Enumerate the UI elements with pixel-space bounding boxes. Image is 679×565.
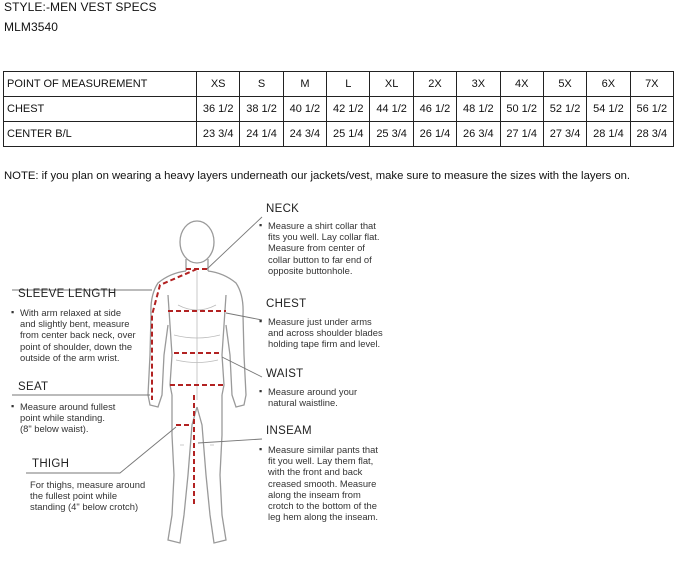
text-line: fit you well. Lay them flat, [268,455,374,467]
chest-callout [226,313,262,320]
text-line: ▪ Measure just under arms [268,316,383,327]
table-cell: 27 3/4 [543,122,586,147]
text-line: ▪ Measure around fullest [20,401,115,412]
text-line: For thighs, measure around [30,479,146,490]
column-header: 5X [543,72,586,97]
text-line: standing (4" below crotch) [30,501,139,513]
table-header-row [4,72,674,97]
table-cell: 24 3/4 [283,122,326,147]
text-line: with the front and back [268,466,363,478]
text-line: from center back neck, over [20,329,136,341]
text-line: the fullest point while [30,490,118,502]
head-outline [180,221,214,263]
table-cell: 26 1/4 [413,122,456,147]
table-cell: 24 1/4 [240,122,283,147]
table-cell: 44 1/2 [370,97,413,122]
text-line: ▪ With arm relaxed at side [20,307,136,318]
text-line: creased smooth. Measure [268,477,377,489]
figure-detail-lines [174,271,220,445]
text-line: outside of the arm wrist. [20,351,120,363]
neck-description [268,220,380,276]
table-cell: 25 1/4 [327,122,370,147]
sleeve-length-title: SLEEVE LENGTH [18,288,117,300]
right-arm-outline [208,271,246,407]
text-line: crotch to the bottom of the [268,500,377,512]
table-cell: 48 1/2 [457,97,500,122]
waist-description [268,386,357,408]
sleeve-length-description [20,307,136,363]
left-leg-outline [168,395,197,543]
sku-code: MLM3540 [4,20,59,34]
column-header: L [327,72,370,97]
table-cell: 28 1/4 [587,122,630,147]
table-cell: 28 3/4 [630,122,673,147]
waist-callout [222,357,262,377]
table-cell: 40 1/2 [283,97,326,122]
neck-callout [207,217,262,269]
table-cell: 54 1/2 [587,97,630,122]
measurement-guide [0,195,679,565]
chest-title: CHEST [266,298,307,310]
text-line: natural waistline. [268,397,338,409]
text-line: (8" below waist). [20,423,89,435]
table-cell: 23 3/4 [197,122,240,147]
style-title: STYLE:-MEN VEST SPECS [4,0,157,14]
text-line: ▪ Measure similar pants that [268,444,378,455]
thigh-title: THIGH [32,458,70,470]
column-header: S [240,72,283,97]
text-line: point of shoulder, down the [20,340,133,352]
thigh-description [30,479,145,513]
text-line: and across shoulder blades [268,327,383,339]
table-cell: 50 1/2 [500,97,543,122]
text-line: fits you well. Lay collar flat. [268,231,380,243]
text-line: collar button to far end of [268,253,372,265]
table-cell: 36 1/2 [197,97,240,122]
text-line: point while standing. [20,412,105,424]
waist-title: WAIST [266,368,304,380]
table-cell: 46 1/2 [413,97,456,122]
size-spec-table [3,71,674,147]
column-header: 2X [413,72,456,97]
table-cell: 25 3/4 [370,122,413,147]
column-header: M [283,72,326,97]
inseam-callout [198,439,262,443]
chest-description [268,316,383,350]
column-header: XS [197,72,240,97]
table-row [4,97,674,122]
seat-title: SEAT [18,381,49,393]
text-line: Measure from center of [268,242,365,254]
layering-note: NOTE: if you plan on wearing a heavy layers underneath our jackets/vest, make sure to measure the sizes with the layers on. [4,170,631,182]
row-label: CHEST [4,97,197,122]
text-line: holding tape firm and level. [268,338,381,350]
text-line: ▪ Measure around your [268,386,357,397]
seat-description [20,401,115,435]
row-label: CENTER B/L [4,122,197,147]
column-header: XL [370,72,413,97]
left-arm-outline [148,271,186,407]
sleeve-measure-line [152,269,197,400]
text-line: and slightly bent, measure [20,318,130,330]
text-line: leg hem along the inseam. [268,511,378,523]
table-cell: 38 1/2 [240,97,283,122]
neck-title: NECK [266,203,300,215]
column-header: 6X [587,72,630,97]
table-cell: 27 1/4 [500,122,543,147]
text-line: ▪ Measure a shirt collar that [268,220,380,231]
table-cell: 56 1/2 [630,97,673,122]
inseam-description [268,444,378,522]
table-cell: 52 1/2 [543,97,586,122]
table-cell: 42 1/2 [327,97,370,122]
table-row [4,122,674,147]
inseam-title: INSEAM [266,425,312,437]
text-line: along the inseam from [268,488,361,500]
right-leg-outline [197,395,226,543]
column-header: POINT OF MEASUREMENT [4,72,197,97]
table-cell: 26 3/4 [457,122,500,147]
column-header: 4X [500,72,543,97]
text-line: opposite buttonhole. [268,264,353,276]
column-header: 7X [630,72,673,97]
column-header: 3X [457,72,500,97]
